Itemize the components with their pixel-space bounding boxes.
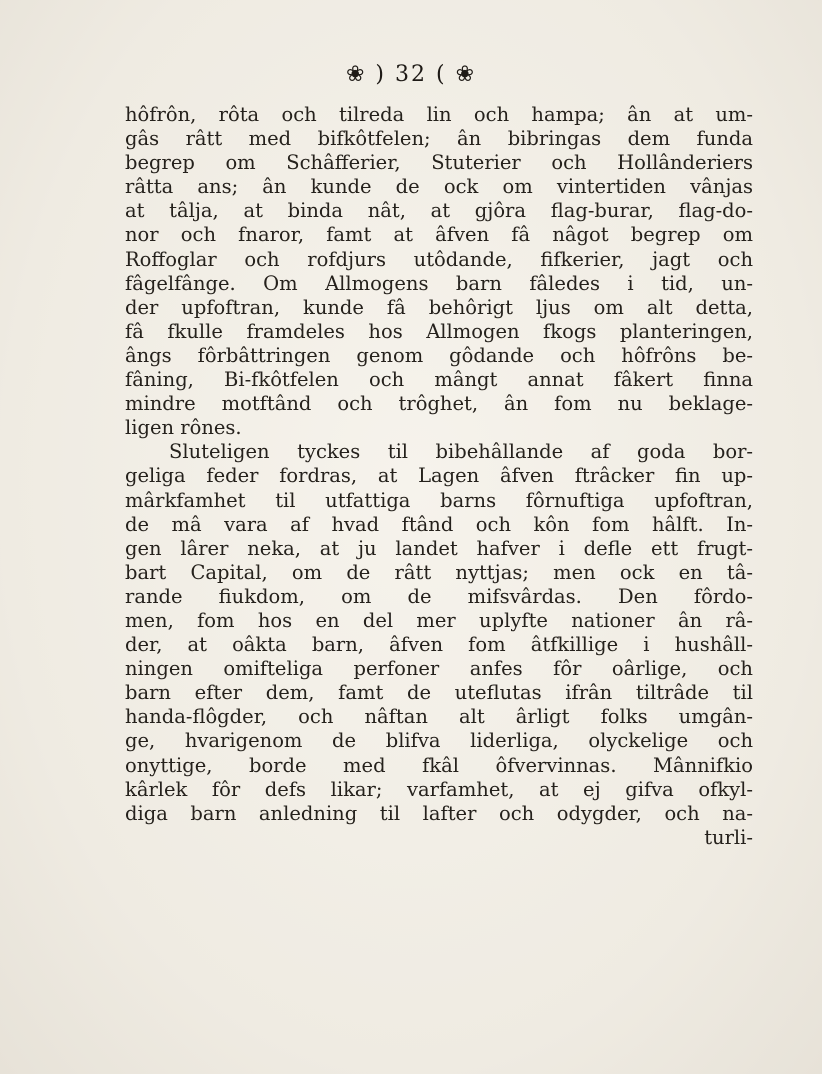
text-line: geliga feder fordras, at Lagen âfven ftrâcker fin up- bbox=[125, 464, 753, 488]
text-line: handa-flôgder, och nâftan alt ârligt folks umgân- bbox=[125, 705, 753, 729]
text-line: men, fom hos en del mer uplyfte nationer ân râ- bbox=[125, 608, 753, 632]
text-line: ligen rônes. bbox=[125, 416, 242, 440]
text-line: bart Capital, om de râtt nyttjas; men ock en tâ- bbox=[125, 560, 753, 584]
text-line: mârkfamhet til utfattiga barns fôrnuftiga upfoftran, bbox=[125, 488, 753, 512]
text-line: Sluteligen tyckes til bibehâllande af goda bor- bbox=[169, 440, 753, 464]
text-line: barn efter dem, famt de uteflutas ifrân tiltrâde til bbox=[125, 681, 753, 705]
text-line: fâ fkulle framdeles hos Allmogen fkogs planteringen, bbox=[125, 319, 753, 343]
text-line: at tâlja, at binda nât, at gjôra flag-burar, flag-do- bbox=[125, 199, 753, 223]
text-line: ângs fôrbâttringen genom gôdande och hôfrôns be- bbox=[125, 343, 753, 367]
text-line: râtta ans; ân kunde de ock om vintertiden vânjas bbox=[125, 175, 753, 199]
catchword: turli- bbox=[704, 825, 753, 849]
text-line: ningen omifteliga perfoner anfes fôr oârlige, och bbox=[125, 657, 753, 681]
text-line: der, at oâkta barn, âfven fom âtfkillige i hushâll- bbox=[125, 633, 753, 657]
text-line: gâs râtt med bifkôtfelen; ân bibringas dem funda bbox=[125, 127, 753, 151]
text-line: kârlek fôr defs likar; varfamhet, at ej gifva ofkyl- bbox=[125, 777, 753, 801]
text-line: gen lârer neka, at ju landet hafver i defle ett frugt- bbox=[125, 536, 753, 560]
text-line: nor och fnaror, famt at âfven fâ nâgot begrep om bbox=[125, 223, 753, 247]
text-line: begrep om Schâfferier, Stuterier och Hollânderiers bbox=[125, 151, 753, 175]
text-line: diga barn anledning til lafter och odygder, och na- bbox=[125, 801, 753, 825]
body-text bbox=[125, 103, 753, 850]
text-line: ge, hvarigenom de blifva liderliga, olyckelige och bbox=[125, 729, 753, 753]
text-line: rande fiukdom, om de mifsvârdas. Den fôrdo- bbox=[125, 584, 753, 608]
page-header: ❀ ) 32 ( ❀ bbox=[346, 62, 476, 87]
text-line: fâning, Bi-fkôtfelen och mângt annat fâkert finna bbox=[125, 368, 753, 392]
text-line: onyttige, borde med fkâl ôfvervinnas. Mânnifkio bbox=[125, 753, 753, 777]
text-line: hôfrôn, rôta och tilreda lin och hampa; ân at um- bbox=[125, 103, 753, 126]
text-line: der upfoftran, kunde fâ behôrigt ljus om alt detta, bbox=[125, 295, 753, 319]
text-line: Roffoglar och rofdjurs utôdande, fifkerier, jagt och bbox=[125, 247, 753, 271]
text-line: fâgelfânge. Om Allmogens barn fâledes i tid, un- bbox=[125, 271, 753, 295]
text-line: de mâ vara af hvad ftând och kôn fom hâlft. In- bbox=[125, 512, 753, 536]
text-line: mindre motftând och trôghet, ân fom nu beklage- bbox=[125, 392, 753, 416]
